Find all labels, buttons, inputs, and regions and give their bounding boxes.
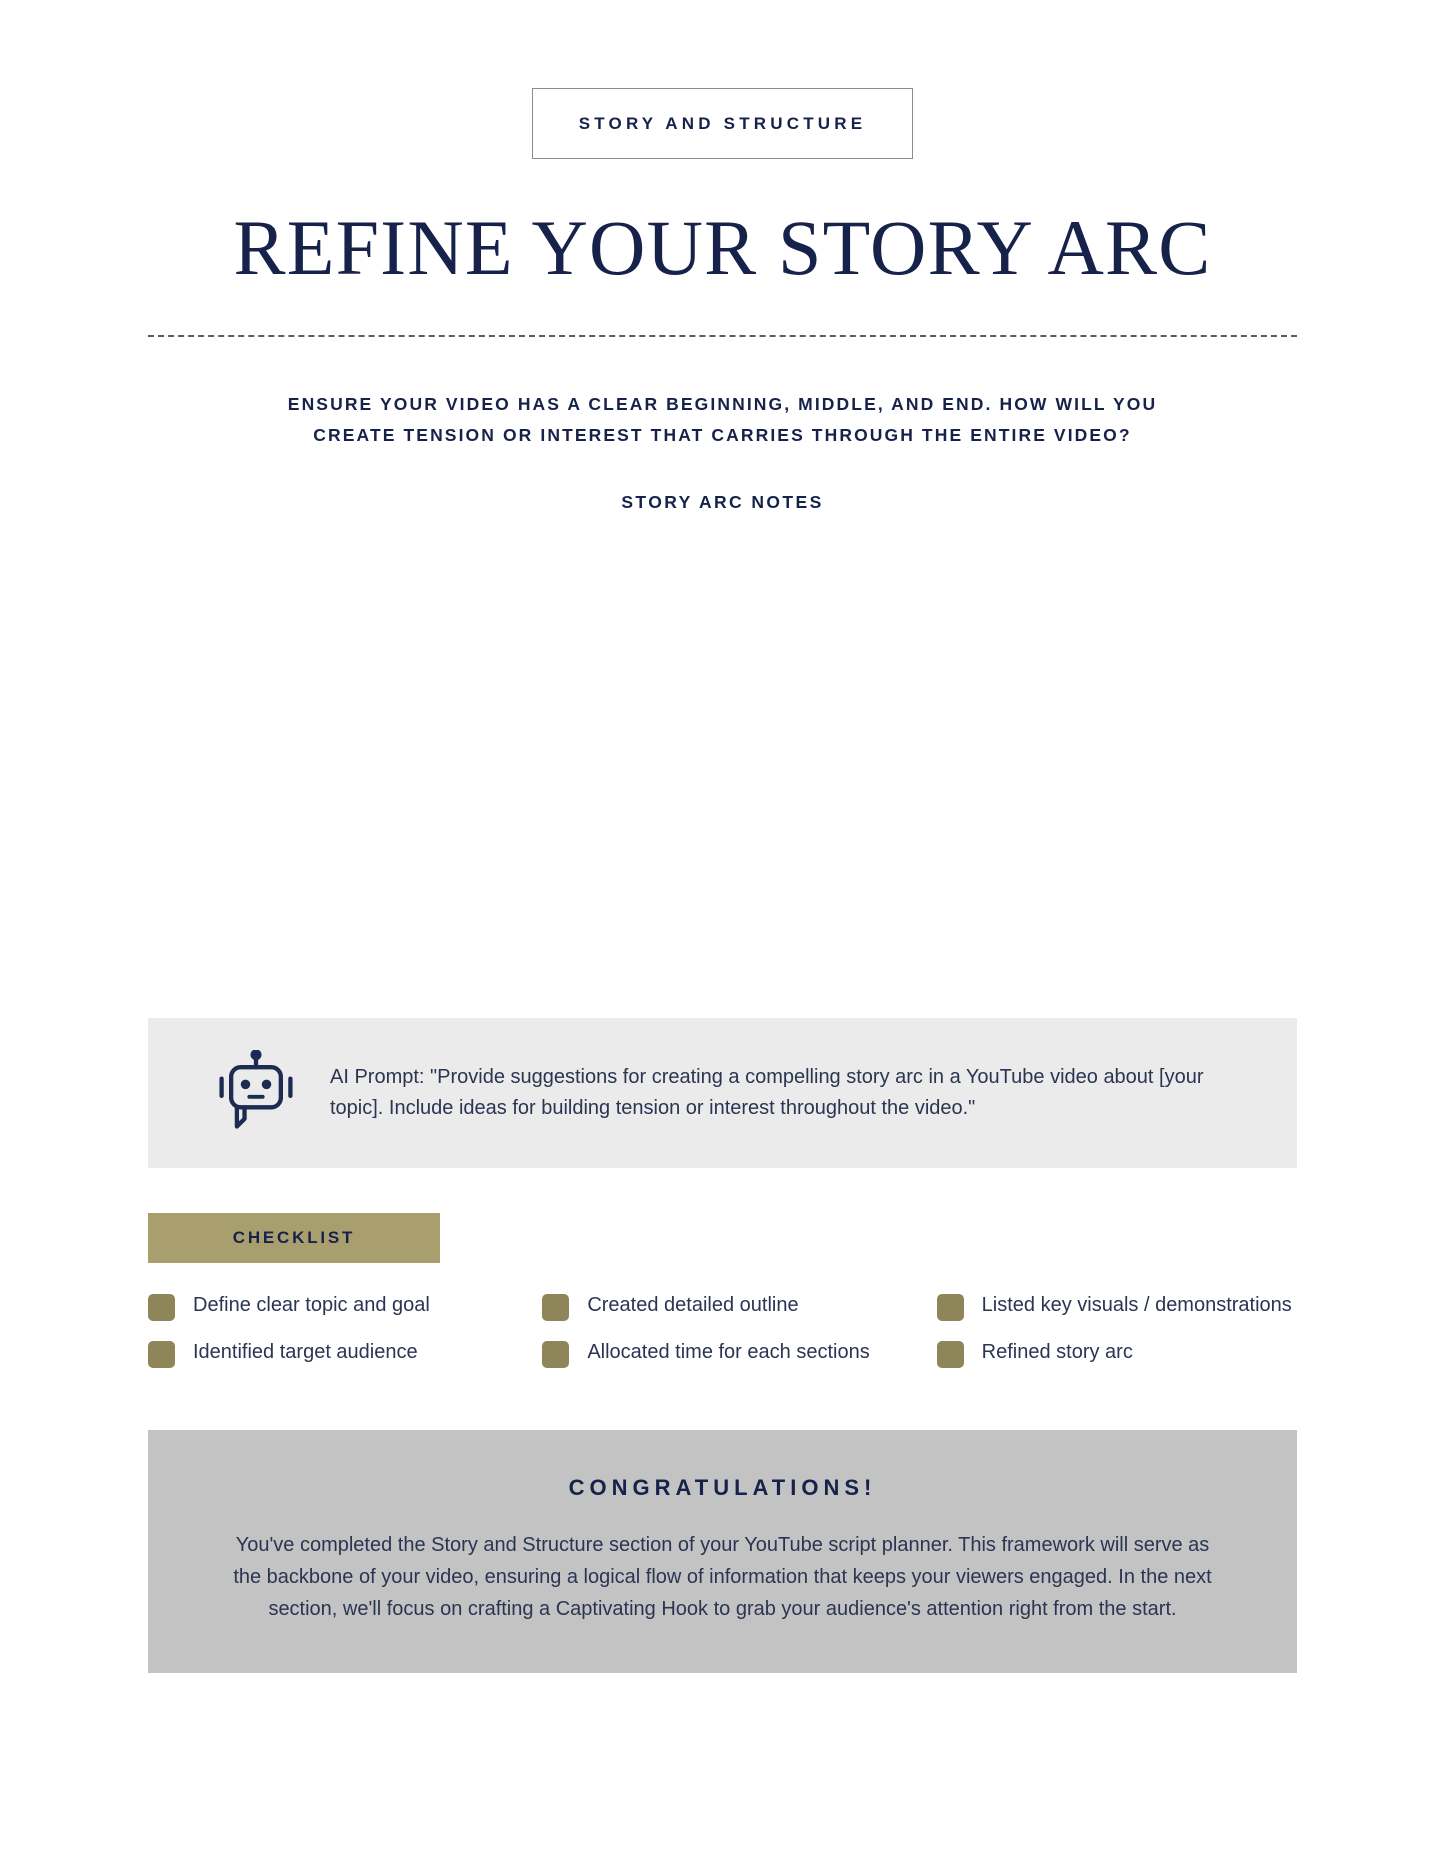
congratulations-band (148, 1430, 1297, 1673)
congratulations-body: You've completed the Story and Structure section of your YouTube script planner. This framework will serve as the backbone of your video, ensuring a logical flow of information that keeps your viewers engaged. In the next section, we'll focus on crafting a Captivating Hook to grab your audience's attention right from the start. (233, 1534, 1212, 1621)
page-title: REFINE YOUR STORY ARC (233, 204, 1212, 291)
list-item[interactable] (542, 1293, 902, 1323)
checklist-item-label: Listed key visuals / demonstrations (981, 1294, 1292, 1317)
list-item[interactable] (937, 1340, 1297, 1370)
ai-prompt-band (148, 1018, 1297, 1168)
checklist-column-2 (542, 1293, 902, 1387)
list-item[interactable] (148, 1340, 508, 1370)
list-item[interactable] (148, 1293, 508, 1323)
ai-prompt-text: AI Prompt: "Provide suggestions for creating a compelling story arc in a YouTube video about [your topic]. Include ideas for building tension or interest throughout the video." (330, 1066, 1204, 1120)
instructions-text: ENSURE YOUR VIDEO HAS A CLEAR BEGINNING, MIDDLE, AND END. HOW WILL YOU CREATE TENSION OR INTEREST THAT CARRIES THROUGH THE ENTIRE VIDEO? (287, 393, 1158, 445)
checklist-item-label: Refined story arc (981, 1341, 1133, 1364)
section-eyebrow: STORY AND STRUCTURE (532, 88, 914, 159)
checkbox[interactable] (542, 1294, 569, 1321)
list-item[interactable] (937, 1293, 1297, 1323)
checklist-grid (148, 1293, 1297, 1387)
checkbox[interactable] (148, 1294, 175, 1321)
checklist-column-1 (148, 1293, 508, 1387)
congratulations-title: CONGRATULATIONS! (568, 1475, 877, 1501)
notes-section-label: STORY ARC NOTES (621, 492, 824, 513)
story-arc-notes-input[interactable] (0, 513, 1445, 1018)
list-item[interactable] (542, 1340, 902, 1370)
dashed-divider (148, 335, 1297, 337)
checkbox[interactable] (937, 1341, 964, 1368)
checkbox[interactable] (148, 1341, 175, 1368)
checklist-item-label: Created detailed outline (587, 1294, 799, 1317)
checkbox[interactable] (937, 1294, 964, 1321)
checkbox[interactable] (542, 1341, 569, 1368)
robot-icon (208, 1050, 304, 1136)
checklist-item-label: Define clear topic and goal (193, 1294, 430, 1317)
checklist-item-label: Allocated time for each sections (587, 1341, 870, 1364)
checklist-header: CHECKLIST (148, 1213, 440, 1263)
checklist-item-label: Identified target audience (193, 1341, 418, 1364)
eyebrow-container (0, 0, 1445, 159)
checklist-column-3 (937, 1293, 1297, 1387)
